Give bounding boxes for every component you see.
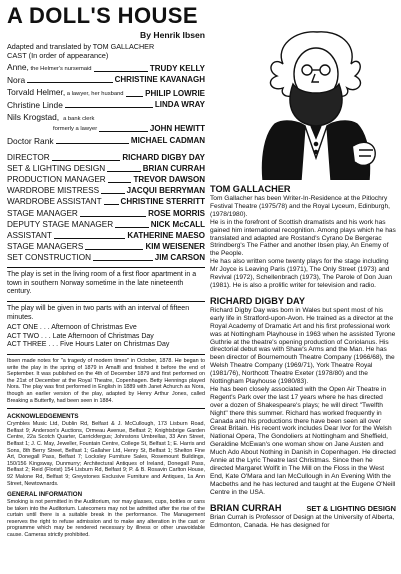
cast-list [7, 62, 205, 111]
leader-line [108, 182, 132, 183]
bio-heading [210, 184, 396, 195]
crew-person: NICK McCALL [150, 219, 205, 229]
leader-line [85, 249, 143, 250]
crew-role: DIRECTOR [7, 152, 50, 162]
cast-role-name: Anne, [7, 61, 29, 72]
cast-role-note: the Helmer's nursemaid [28, 65, 92, 72]
general-info-text: Smoking is not permitted in the Auditorium, nor may glasses, cups, bottles or cans be taken into the Auditorium. Latecomers may not be admitted after the rise of the curtain until there is a suitable break in the performance. The Management reserves the right to refuse admission and to make any alteration in the cast or programme which may be rendered necessary by illness or other unavoidable cause. Cameras strictly prohibited. [7, 499, 205, 539]
cast-row [7, 100, 205, 110]
bio-paragraph: Tom Gallacher has been Writer-In-Residence at the Pitlochry Festival Theatre (1975/78) and the Royal Lyceum, Edinburgh, (1978/1980). [210, 195, 390, 218]
ibsen-note: Ibsen made notes for "a tragedy of modern times" in October, 1878. He began to write the play in the spring of 1879 in Amalfi and finished it before the end of September. It was published on the 4th of December 1879 and first performed on the 21st of December at the Royal Theatre, Copenhagen. Betty Hennings played Nora. The play was first performed in English in 1889 with Janet Achurch as Nora, though an earlier version of the play, adapted by Henry Arthur Jones, called Breaking a Butterfly, had been seen in 1884. [7, 358, 205, 404]
bio-name: RICHARD DIGBY DAY [210, 295, 305, 306]
bio-paragraph: He is in the forefront of Scottish dramatists and his work has gained him international recognition. Among plays which he has translated and adapted are Rostand's Cyrano De Bergerac Strindberg's The Father and another Ibsen play, An Enemy of the People. [210, 218, 396, 258]
leader-line [104, 204, 119, 205]
crew-role: ASSISTANT [7, 230, 52, 240]
acknowledgements-text: Crymbles Music Ltd, Dublin Rd, Belfast & J. McCullough, 173 Lisburn Road, Belfast 9; Anderson's Auctions, Ormeau Avenue, Belfast 2; Knightsbrige Garden Centre, 22a Scotch Quarter, Carrickfergus; Johnstons Umbrellas, 33 Ann Street, Belfast 1; J. C. May, Jeweller, Fountain Centre, College St, Belfast 1; E. Harris and Sons, 8th Berry Street, Belfast 1; Gallaher Ltd, Henry St, Belfast 1; Shelton Fine Art, Donegall Pass, Belfast 7; Locksley Furniture Sales, Rosemount Buildings, 150/156 Kingsway, Dunmurry; Architectural Antiques of Ireland, Donegall Pass, Belfast 2; Reid (Florist) 154 Lisburn Rd, Belfast 9; P. & B. Rosavin Carlton House, 92 Malone Rd, Belfast 9; Greystones Exclusive Furniture and Antiques, 1a Ann Street, Newtownards. [7, 421, 205, 487]
crew-person: JACQUI BERRYMAN [126, 186, 205, 196]
crew-role: SET CONSTRUCTION [7, 253, 92, 263]
cast-role [7, 75, 25, 85]
leader-line [52, 160, 121, 161]
act-line: ACT THREE . . . Five Hours Later on Christmas Day [7, 341, 170, 349]
cast-row [7, 75, 205, 85]
interval-note: The play will be given in two parts with an interval of fifteen minutes. [7, 305, 190, 321]
crew-person: JIM CARSON [154, 253, 205, 263]
cast-heading: CAST (In order of appearance) [7, 51, 109, 60]
bio-paragraph: He has also written some twenty plays for the stage including Mr Joyce is Leaving Paris (1971), The Only Street (1973) and Revival (1972), Schellenbrach (1973), The Parole of Don Juan (1981). He is also a prolific writer for television and radio. [210, 258, 393, 289]
leader-line [56, 143, 129, 144]
right-column [210, 184, 396, 529]
cast-role: Doctor Rank [7, 135, 54, 146]
cast-actor: MICHAEL CADMAN [130, 135, 205, 145]
cast-row-krogstad-actor [7, 124, 205, 134]
crew-list [7, 153, 205, 264]
crew-person: BRIAN CURRAH [142, 163, 205, 173]
cast-role [7, 100, 63, 110]
cast-actor: CHRISTINE KAVANAGH [114, 75, 205, 85]
crew-row [7, 231, 205, 241]
leader-line [126, 96, 144, 97]
crew-person: CHRISTINE STERRITT [120, 197, 205, 207]
leader-line [101, 193, 125, 194]
cast-role-name: Christine Linde [7, 100, 63, 111]
leader-line [107, 171, 141, 172]
author-byline: By Henrik Ibsen [140, 30, 205, 40]
bio-heading [210, 503, 396, 514]
cast-actor: LINDA WRAY [154, 100, 205, 110]
crew-row [7, 164, 205, 174]
bio-paragraph: Brian Currah is Professor of Design at the University of Alberta, Edmonton, Canada. He has designed for [210, 513, 395, 529]
ibsen-caricature [235, 26, 395, 180]
leader-line [115, 227, 149, 228]
crew-person: RICHARD DIGBY DAY [122, 152, 205, 162]
acts-list [7, 324, 205, 350]
bio-paragraph: He has been closely associated with the Open Air Theatre in Regent's Park over the last 17 years where he has directed over a dozen of Shakespeare's plays; he will direct "Twelfth Night" there this summer. Richard has worked frequently in Canada and his productions there have been seen all over Great Britain. His recent work includes Dear Ivor for the Welsh National Opera, The Gondoliers at Nottingham and Sheffield, Geraldine McEwan's one woman show on Jane Austen and Much Ado About Nothing in Danish in Copenhagen. He directed Annie at the Lyric Theatre last Christmas. Since then he directed Margaret Wolfit in The Mill on the Floss in the West End, Kate O'Mara and Ian McCullough in An Evening With the Macbeths and he has lectured and taught at the Eugene O'Neill Centre in the USA. [210, 385, 396, 496]
cast-role [7, 87, 124, 99]
crew-row [7, 153, 205, 163]
bio-role: SET & LIGHTING DESIGN [306, 503, 396, 513]
crew-row [7, 186, 205, 196]
crew-row [7, 253, 205, 263]
crew-row [7, 197, 205, 207]
leader-line [65, 107, 153, 108]
cast-row [7, 62, 205, 74]
crew-role: WARDROBE MISTRESS [7, 186, 100, 196]
leader-line [27, 82, 112, 83]
crew-role: STAGE MANAGER [7, 208, 78, 218]
cast-role-name: Torvald Helmer, [7, 86, 66, 97]
biographies [210, 184, 396, 529]
cast-actor: TRUDY KELLY [149, 63, 205, 73]
crew-person: KIM WEISENER [145, 242, 205, 252]
divider [7, 301, 205, 302]
general-info-heading: GENERAL INFORMATION [7, 491, 83, 499]
cast-row-rank [7, 136, 205, 146]
bio-name: BRIAN CURRAH [210, 502, 282, 513]
setting-note: The play is set in the living room of a first floor apartment in a town in southern Norway sometime in the late nineteenth century. [7, 271, 197, 296]
crew-row [7, 242, 205, 252]
divider [7, 267, 205, 268]
crew-person: KATHERINE MAESO [127, 230, 205, 240]
crew-role: DEPUTY STAGE MANAGER [7, 219, 114, 229]
cast-actor: PHILIP LOWRIE [145, 88, 205, 98]
leader-line [54, 238, 125, 239]
crew-row [7, 175, 205, 185]
crew-role: WARDROBE ASSISTANT [7, 197, 102, 207]
left-column [7, 4, 205, 539]
divider [7, 354, 205, 355]
leader-line [80, 216, 146, 217]
leader-line [93, 260, 153, 261]
cast-role [7, 62, 92, 74]
leader-line [94, 71, 148, 72]
crew-row [7, 220, 205, 230]
act-line: ACT ONE . . . Afternoon of Christmas Eve [7, 324, 137, 332]
act-line: ACT TWO . . . Late Afternoon of Christmas Day [7, 332, 154, 340]
cast-role-note: a bank clerk [63, 115, 95, 122]
cast-role-note: a lawyer, her husband [65, 90, 124, 97]
crew-role: STAGE MANAGERS [7, 242, 84, 252]
cast-actor: JOHN HEWITT [149, 123, 205, 133]
crew-row [7, 209, 205, 219]
crew-person: ROSE MORRIS [148, 208, 205, 218]
cast-row [7, 87, 205, 99]
crew-role: SET & LIGHTING DESIGN [7, 163, 106, 173]
adapted-by: Adapted and translated by TOM GALLACHER [7, 42, 155, 51]
crew-role: PRODUCTION MANAGER [7, 174, 106, 184]
cast-role: Nils Krogstad, [7, 111, 60, 122]
divider [7, 408, 205, 409]
crew-person: TREVOR DAWSON [133, 174, 205, 184]
bio-paragraph: Richard Digby Day was born in Wales but spent most of his early life in Stratford-upon-Avon. He trained as a director at the Royal Academy of Dramatic Art and his first professional work was at Nottingham Playhouse in 1963 when he assisted Tyrone Guthrie at the theatre's opening production of Coriolanus. His directorial debut was with Shaw's Arms and the Man. He has been director of Bournemouth Theatre Company (1966/68), the Welsh Theatre Company (1969/71), York Theatre Royal (1981/76), Northcott Theatre Exeter (1978/80) and the Nottingham Playhouse (1980/83). [210, 306, 396, 386]
play-title: A DOLL'S HOUSE [7, 3, 198, 28]
cast-row-krogstad [7, 112, 205, 124]
cast-role-name: Nora [7, 75, 26, 86]
cast-role-note-2: formerly a lawyer [53, 125, 98, 132]
bio-name: TOM GALLACHER [210, 184, 291, 194]
leader-line [99, 131, 148, 132]
bio-heading [210, 296, 396, 307]
acknowledgements-heading: ACKNOWLEDGEMENTS [7, 413, 79, 421]
